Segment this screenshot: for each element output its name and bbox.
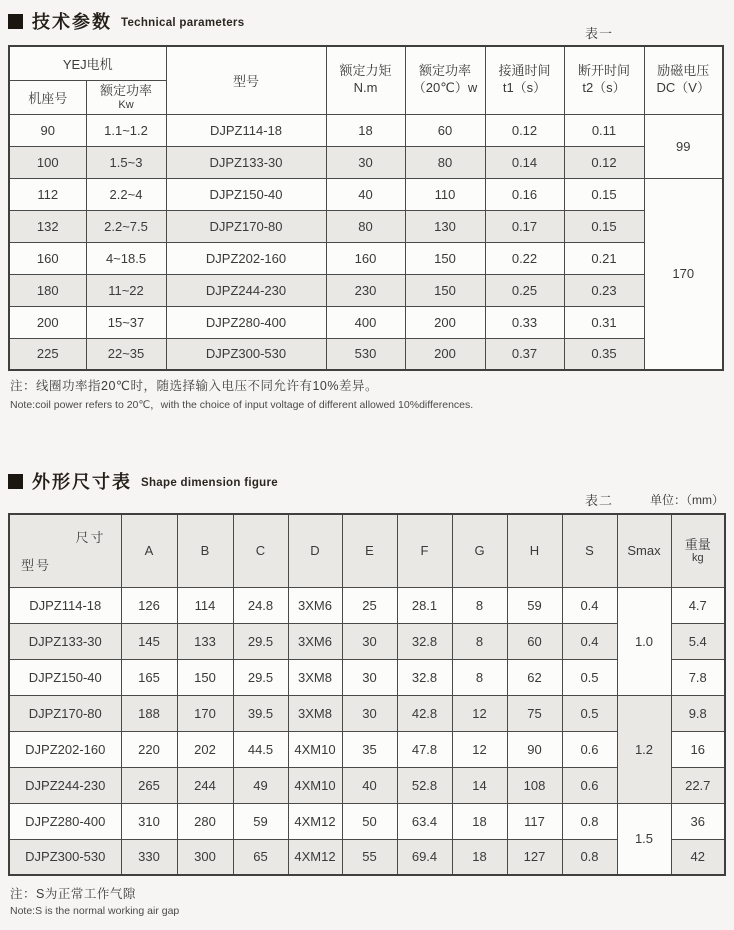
- table1-cell: 0.16: [485, 178, 564, 210]
- table2-cell: 14: [452, 767, 507, 803]
- table1-cell: 0.33: [485, 306, 564, 338]
- table2-cell: 3XM8: [288, 659, 342, 695]
- section2-title: [8, 468, 278, 494]
- table1-cell: 0.11: [564, 114, 644, 146]
- table2-cell: 30: [342, 623, 397, 659]
- header-weight-zh: 重量: [684, 536, 711, 552]
- table2-cell: 30: [342, 659, 397, 695]
- table2-cell: 244: [177, 767, 233, 803]
- header-rated-power-zh: 额定功率: [99, 82, 152, 98]
- table2-smax-cell: 1.0: [617, 587, 671, 695]
- table1-cell: 160: [9, 242, 86, 274]
- header-col-S: S: [562, 514, 617, 587]
- table2-cell: 0.6: [562, 731, 617, 767]
- table2-cell: 5.4: [671, 623, 725, 659]
- header-weight-unit: kg: [691, 552, 704, 565]
- header-col-E: E: [342, 514, 397, 587]
- header-on-time-zh: 接通时间: [498, 63, 551, 79]
- table1-row: [9, 306, 723, 338]
- table2-header: [9, 514, 725, 587]
- table2-cell: 36: [671, 803, 725, 839]
- table1-cell: 80: [405, 146, 485, 178]
- header-model-label: 型号: [21, 557, 52, 573]
- table1-cell: 11~22: [86, 274, 166, 306]
- table1-cell: DJPZ202-160: [166, 242, 326, 274]
- table1-cell: 110: [405, 178, 485, 210]
- table2-cell: 55: [342, 839, 397, 875]
- table2-cell: 32.8: [397, 659, 452, 695]
- table1-cell: 30: [326, 146, 405, 178]
- table2-cell: 117: [507, 803, 562, 839]
- table2-cell: 8: [452, 659, 507, 695]
- table1-cell: DJPZ114-18: [166, 114, 326, 146]
- table1-cell: 200: [405, 306, 485, 338]
- table2-cell: 126: [121, 587, 177, 623]
- table2-cell: 7.8: [671, 659, 725, 695]
- table1-cell: 530: [326, 338, 405, 370]
- table1-cell: 18: [326, 114, 405, 146]
- table1-row: [9, 338, 723, 370]
- table1-body: [9, 114, 723, 370]
- table2-cell: 300: [177, 839, 233, 875]
- table2-cell: 0.4: [562, 587, 617, 623]
- table1-cell: 2.2~7.5: [86, 210, 166, 242]
- table2-cell: 52.8: [397, 767, 452, 803]
- table1-cell: 2.2~4: [86, 178, 166, 210]
- table2-cell: 12: [452, 695, 507, 731]
- table1-cell: 150: [405, 242, 485, 274]
- table1-cell: DJPZ133-30: [166, 146, 326, 178]
- header-col-weight: [671, 514, 725, 587]
- table2-cell: DJPZ114-18: [9, 587, 121, 623]
- table2-cell: 29.5: [233, 623, 288, 659]
- table2-cell: 28.1: [397, 587, 452, 623]
- table2-cell: 145: [121, 623, 177, 659]
- header-col-G: G: [452, 514, 507, 587]
- header-col-H: H: [507, 514, 562, 587]
- table1-cell: 0.15: [564, 210, 644, 242]
- table2-cell: 22.7: [671, 767, 725, 803]
- table2-cell: 330: [121, 839, 177, 875]
- table1-cell: 0.25: [485, 274, 564, 306]
- table1-cell: 200: [9, 306, 86, 338]
- header-rated-torque-unit: N.m: [353, 80, 378, 96]
- table1-voltage-cell: 99: [644, 114, 723, 178]
- technical-parameters-table: [8, 45, 724, 371]
- table2-cell: 220: [121, 731, 177, 767]
- header-rated-power-20c: [405, 46, 485, 114]
- header-rated-power-20c-zh: 额定功率: [418, 63, 471, 79]
- table2-cell: 4XM10: [288, 731, 342, 767]
- header-frame-no: 机座号: [9, 80, 86, 114]
- table1-cell: 0.22: [485, 242, 564, 274]
- table1-note-en: Note:coil power refers to 20℃，with the choice of input voltage of different allowed 10%differences.: [10, 399, 474, 411]
- header-col-Smax: Smax: [617, 514, 671, 587]
- header-diagonal-cell: [9, 514, 121, 587]
- table2-cell: DJPZ133-30: [9, 623, 121, 659]
- table2-cell: 50: [342, 803, 397, 839]
- section1-title-zh: 技术参数: [32, 12, 112, 32]
- table2-cell: 3XM6: [288, 623, 342, 659]
- header-rated-torque-zh: 额定力矩: [339, 63, 392, 79]
- table2-cell: 4XM10: [288, 767, 342, 803]
- header-off-time: [564, 46, 644, 114]
- table2-cell: 0.6: [562, 767, 617, 803]
- header-rated-torque: [326, 46, 405, 114]
- section1-title: [8, 8, 244, 34]
- table1-cell: 0.12: [564, 146, 644, 178]
- table2-row: [9, 695, 725, 731]
- table1-cell: 0.17: [485, 210, 564, 242]
- table1-cell: 0.15: [564, 178, 644, 210]
- table2-row: [9, 587, 725, 623]
- table2-cell: 90: [507, 731, 562, 767]
- table1-cell: DJPZ150-40: [166, 178, 326, 210]
- table1-label: 表一: [585, 26, 614, 41]
- table1-cell: 4~18.5: [86, 242, 166, 274]
- table2-cell: 42: [671, 839, 725, 875]
- table2-cell: 29.5: [233, 659, 288, 695]
- table2-cell: 59: [507, 587, 562, 623]
- table2-cell: 8: [452, 623, 507, 659]
- table2-unit-label: 单位：（mm）: [650, 493, 724, 507]
- table1-cell: DJPZ280-400: [166, 306, 326, 338]
- table2-note-zh: 注：S为正常工作气隙: [10, 887, 136, 901]
- table2-cell: 3XM8: [288, 695, 342, 731]
- table1-voltage-cell: 170: [644, 178, 723, 370]
- table2-cell: 165: [121, 659, 177, 695]
- table2-cell: 60: [507, 623, 562, 659]
- black-square-icon: [8, 14, 23, 29]
- table1-cell: 0.35: [564, 338, 644, 370]
- table2-cell: 12: [452, 731, 507, 767]
- table1-cell: 400: [326, 306, 405, 338]
- header-off-time-zh: 断开时间: [577, 63, 630, 79]
- table2-cell: 310: [121, 803, 177, 839]
- table1-cell: 15~37: [86, 306, 166, 338]
- table1-cell: 0.31: [564, 306, 644, 338]
- header-col-A: A: [121, 514, 177, 587]
- table2-cell: 0.4: [562, 623, 617, 659]
- table2-cell: 30: [342, 695, 397, 731]
- table1-cell: 0.12: [485, 114, 564, 146]
- table1-cell: 22~35: [86, 338, 166, 370]
- table2-note-en: Note:S is the normal working air gap: [10, 905, 180, 917]
- table1-row: [9, 146, 723, 178]
- table2-cell: 170: [177, 695, 233, 731]
- table2-cell: 133: [177, 623, 233, 659]
- table1-cell: 180: [9, 274, 86, 306]
- table2-cell: 49: [233, 767, 288, 803]
- section1-title-en: Technical parameters: [121, 16, 245, 29]
- table2-note: [10, 884, 179, 917]
- table2-cell: 62: [507, 659, 562, 695]
- table1-cell: DJPZ170-80: [166, 210, 326, 242]
- header-on-time-unit: t1（s）: [502, 80, 547, 96]
- table2-cell: DJPZ280-400: [9, 803, 121, 839]
- table2-cell: 8: [452, 587, 507, 623]
- table1-row: [9, 210, 723, 242]
- table1-cell: 0.23: [564, 274, 644, 306]
- table2-smax-cell: 1.2: [617, 695, 671, 803]
- table2-cell: 4.7: [671, 587, 725, 623]
- header-off-time-unit: t2（s）: [582, 80, 626, 96]
- table1-cell: 230: [326, 274, 405, 306]
- table2-cell: 65: [233, 839, 288, 875]
- table1-cell: 100: [9, 146, 86, 178]
- table1-cell: 225: [9, 338, 86, 370]
- table2-cell: DJPZ300-530: [9, 839, 121, 875]
- table2-cell: 44.5: [233, 731, 288, 767]
- table2-cell: 39.5: [233, 695, 288, 731]
- table1-cell: 80: [326, 210, 405, 242]
- table1-cell: 90: [9, 114, 86, 146]
- table2-cell: 9.8: [671, 695, 725, 731]
- table2-cell: DJPZ170-80: [9, 695, 121, 731]
- header-excitation-voltage-unit: DC（V）: [656, 80, 710, 96]
- table2-cell: 0.8: [562, 839, 617, 875]
- table1-cell: 130: [405, 210, 485, 242]
- table2-cell: 40: [342, 767, 397, 803]
- table1-cell: 0.14: [485, 146, 564, 178]
- header-rated-power: [86, 80, 166, 114]
- table2-cell: 127: [507, 839, 562, 875]
- header-col-D: D: [288, 514, 342, 587]
- table1-cell: 0.37: [485, 338, 564, 370]
- table2-cell: 25: [342, 587, 397, 623]
- table1-cell: 132: [9, 210, 86, 242]
- header-dimension-label: 尺寸: [75, 530, 106, 545]
- table2-cell: 280: [177, 803, 233, 839]
- header-model: 型号: [166, 46, 326, 114]
- table2-cell: 32.8: [397, 623, 452, 659]
- table1-cell: 150: [405, 274, 485, 306]
- table1-cell: 200: [405, 338, 485, 370]
- table2-cell: 108: [507, 767, 562, 803]
- table2-cell: 202: [177, 731, 233, 767]
- table2-row: [9, 803, 725, 839]
- table2-cell: 0.8: [562, 803, 617, 839]
- table2-cell: DJPZ150-40: [9, 659, 121, 695]
- table2-cell: 0.5: [562, 695, 617, 731]
- table1-row: [9, 274, 723, 306]
- table2-cell: 42.8: [397, 695, 452, 731]
- table2-cell: 59: [233, 803, 288, 839]
- black-square-icon: [8, 474, 23, 489]
- table2-body: [9, 587, 725, 875]
- header-yej-motor: YEJ电机: [9, 46, 166, 80]
- table2-cell: 24.8: [233, 587, 288, 623]
- table2-cell: 3XM6: [288, 587, 342, 623]
- table1-cell: 60: [405, 114, 485, 146]
- table2-cell: 63.4: [397, 803, 452, 839]
- header-col-F: F: [397, 514, 452, 587]
- section2-title-zh: 外形尺寸表: [32, 472, 132, 492]
- table1-header: [9, 46, 723, 114]
- table1-note-zh: 注：线圈功率指20℃时，随选择输入电压不同允许有10%差异。: [10, 379, 378, 393]
- table2-cell: 18: [452, 803, 507, 839]
- table2-cell: 69.4: [397, 839, 452, 875]
- table1-row: [9, 114, 723, 146]
- table2-cell: 47.8: [397, 731, 452, 767]
- table1-cell: DJPZ300-530: [166, 338, 326, 370]
- table2-smax-cell: 1.5: [617, 803, 671, 875]
- table2-cell: DJPZ244-230: [9, 767, 121, 803]
- table1-cell: 40: [326, 178, 405, 210]
- header-rated-power-20c-unit: （20℃）w: [412, 80, 478, 96]
- shape-dimension-table: [8, 513, 726, 876]
- header-rated-power-unit: Kw: [118, 98, 134, 111]
- table2-cell: 35: [342, 731, 397, 767]
- table2-cell: 4XM12: [288, 839, 342, 875]
- header-on-time: [485, 46, 564, 114]
- table1-note: [10, 376, 473, 412]
- table2-label: 表二: [585, 493, 614, 508]
- header-col-C: C: [233, 514, 288, 587]
- table2-cell: 114: [177, 587, 233, 623]
- table1-row: [9, 178, 723, 210]
- table2-cell: 18: [452, 839, 507, 875]
- table2-cell: 75: [507, 695, 562, 731]
- table1-cell: 0.21: [564, 242, 644, 274]
- table1-cell: DJPZ244-230: [166, 274, 326, 306]
- table2-cell: 16: [671, 731, 725, 767]
- table1-cell: 160: [326, 242, 405, 274]
- header-excitation-voltage: [644, 46, 723, 114]
- table2-cell: 265: [121, 767, 177, 803]
- table1-row: [9, 242, 723, 274]
- table2-cell: 0.5: [562, 659, 617, 695]
- header-col-B: B: [177, 514, 233, 587]
- table2-cell: 188: [121, 695, 177, 731]
- table1-cell: 112: [9, 178, 86, 210]
- table1-cell: 1.5~3: [86, 146, 166, 178]
- table2-cell: 4XM12: [288, 803, 342, 839]
- header-excitation-voltage-zh: 励磁电压: [657, 63, 710, 79]
- section2-title-en: Shape dimension figure: [141, 476, 278, 489]
- table1-cell: 1.1~1.2: [86, 114, 166, 146]
- table2-cell: DJPZ202-160: [9, 731, 121, 767]
- table2-cell: 150: [177, 659, 233, 695]
